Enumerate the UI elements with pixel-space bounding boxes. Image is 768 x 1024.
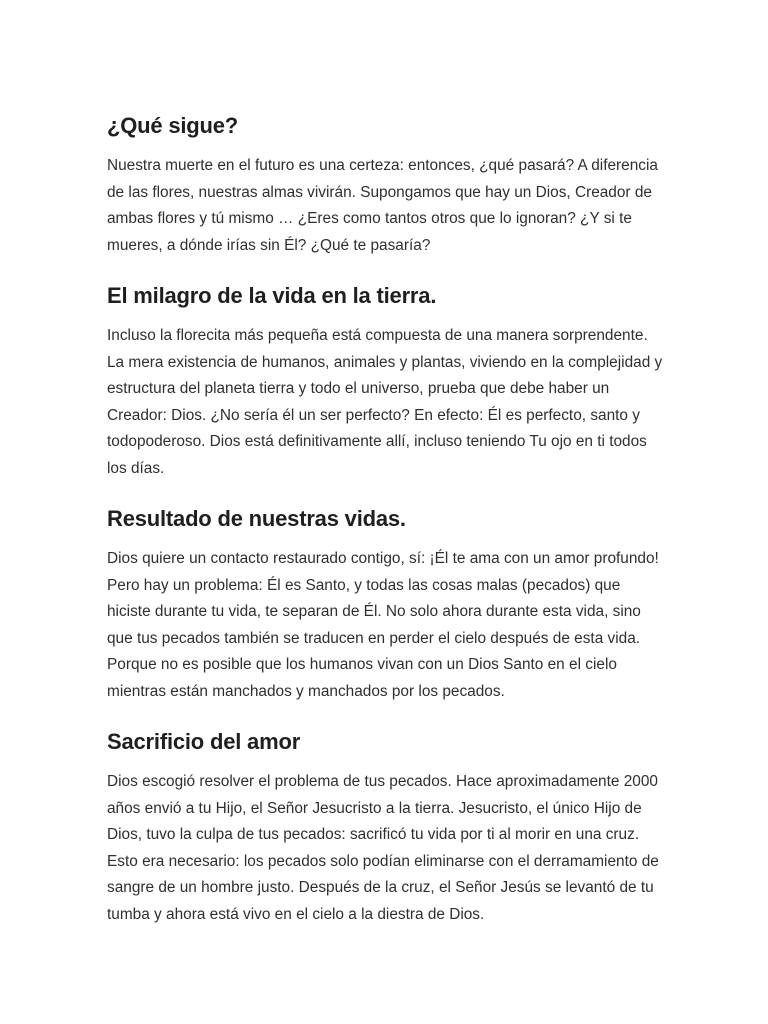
- section-paragraph: Dios quiere un contacto restaurado contigo, sí: ¡Él te ama con un amor profundo! Pero hay un problema: Él es Santo, y todas las cosas malas (pecados) que hiciste durante tu vida, te separan de Él. No solo ahora durante esta vida, sino que tus pecados también se traducen en perder el cielo después de esta vida. Porque no es posible que los humanos vivan con un Dios Santo en el cielo mientras están manchados y manchados por los pecados.: [107, 550, 659, 700]
- section-heading: El milagro de la vida en la tierra.: [107, 283, 437, 308]
- section-milagro-de-la-vida: [107, 281, 668, 482]
- section-heading: Sacrificio del amor: [107, 729, 301, 754]
- section-resultado-de-nuestras-vidas: [107, 504, 668, 705]
- section-paragraph: Nuestra muerte en el futuro es una certeza: entonces, ¿qué pasará? A diferencia de las flores, nuestras almas vivirán. Supongamos que hay un Dios, Creador de ambas flores y tú mismo … ¿Eres como tantos otros que lo ignoran? ¿Y si te mueres, a dónde irías sin Él? ¿Qué te pasaría?: [107, 157, 658, 254]
- section-sacrificio-del-amor: [107, 727, 668, 928]
- section-heading: ¿Qué sigue?: [107, 113, 239, 138]
- section-heading: Resultado de nuestras vidas.: [107, 506, 406, 531]
- section-paragraph: Incluso la florecita más pequeña está compuesta de una manera sorprendente. La mera existencia de humanos, animales y plantas, viviendo en la complejidad y estructura del planeta tierra y todo el universo, prueba que debe haber un Creador: Dios. ¿No sería él un ser perfecto? En efecto: Él es perfecto, santo y todopoderoso. Dios está definitivamente allí, incluso teniendo Tu ojo en ti todos los días.: [107, 327, 663, 477]
- section-paragraph: Dios escogió resolver el problema de tus pecados. Hace aproximadamente 2000 años envió a tu Hijo, el Señor Jesucristo a la tierra. Jesucristo, el único Hijo de Dios, tuvo la culpa de tus pecados: sacrificó tu vida por ti al morir en una cruz. Esto era necesario: los pecados solo podían eliminarse con el derramamiento de sangre de un hombre justo. Después de la cruz, el Señor Jesús se levantó de tu tumba y ahora está vivo en el cielo a la diestra de Dios.: [107, 773, 659, 923]
- section-que-sigue: [107, 111, 668, 259]
